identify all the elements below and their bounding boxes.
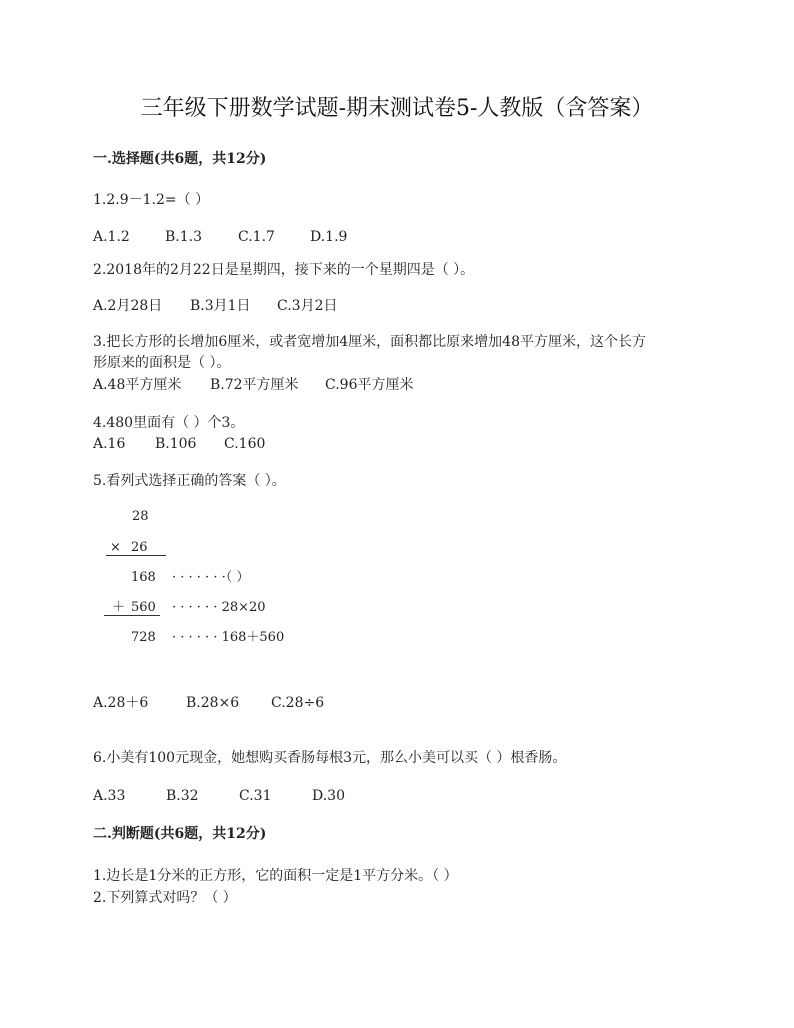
section2-heading: 二.判断题(共6题，共12分) (93, 826, 267, 842)
calc-row4-note: · · · · · · 28×20 (172, 600, 266, 615)
q5-option-a: A.28＋6 (93, 695, 149, 711)
q2-option-c: C.3月2日 (277, 298, 338, 314)
q4-option-b: B.106 (155, 436, 197, 452)
q6-option-d: D.30 (312, 788, 345, 804)
calc-row4-number: 560 (131, 600, 156, 615)
calc-underline-2 (104, 615, 160, 616)
q2-stem: 2.2018年的2月22日是星期四，接下来的一个星期四是（ ）。 (93, 262, 475, 278)
calc-row2-number: 26 (131, 540, 148, 555)
q5-option-b: B.28×6 (186, 695, 240, 711)
q1-option-d: D.1.9 (310, 229, 348, 245)
q3-stem-line2: 形原来的面积是（ ）。 (93, 355, 231, 371)
q4-stem: 4.480里面有（ ）个3。 (93, 415, 245, 431)
calc-row1-number: 28 (132, 509, 149, 524)
q5-stem: 5.看列式选择正确的答案（ ）。 (93, 473, 286, 489)
q1-option-c: C.1.7 (238, 229, 275, 245)
q1-option-a: A.1.2 (93, 229, 130, 245)
q5-option-c: C.28÷6 (271, 695, 325, 711)
document-title: 三年级下册数学试题-期末测试卷5-人教版（含答案） (140, 96, 654, 121)
q6-option-a: A.33 (93, 788, 126, 804)
calc-row3-note: · · · · · · ·（ ） (172, 570, 250, 585)
judge-q1: 1.边长是1分米的正方形，它的面积一定是1平方分米。（ ） (93, 868, 458, 884)
q3-option-a: A.48平方厘米 (93, 377, 182, 393)
q6-stem: 6.小美有100元现金，她想购买香肠每根3元，那么小美可以买（ ）根香肠。 (93, 750, 567, 766)
q3-stem-line1: 3.把长方形的长增加6厘米，或者宽增加4厘米，面积都比原来增加48平方厘米，这个长方 (93, 334, 646, 350)
calc-row5-number: 728 (131, 630, 156, 645)
calc-underline-1 (106, 555, 166, 556)
q2-option-a: A.2月28日 (93, 298, 163, 314)
q4-option-a: A.16 (93, 436, 126, 452)
section1-heading: 一.选择题(共6题，共12分) (93, 151, 267, 167)
q1-option-b: B.1.3 (165, 229, 203, 245)
q2-option-b: B.3月1日 (190, 298, 251, 314)
judge-q2: 2.下列算式对吗？（ ） (93, 890, 237, 906)
calc-multiply-sign: × (110, 540, 121, 555)
q4-option-c: C.160 (224, 436, 266, 452)
calc-row3-number: 168 (131, 570, 156, 585)
q6-option-b: B.32 (166, 788, 199, 804)
q3-option-b: B.72平方厘米 (210, 377, 299, 393)
q6-option-c: C.31 (239, 788, 272, 804)
calc-row5-note: · · · · · · 168＋560 (172, 630, 285, 645)
calc-plus-sign: ＋ (112, 600, 126, 615)
q1-stem: 1.2.9－1.2=（ ） (93, 192, 210, 208)
q3-option-c: C.96平方厘米 (325, 377, 414, 393)
